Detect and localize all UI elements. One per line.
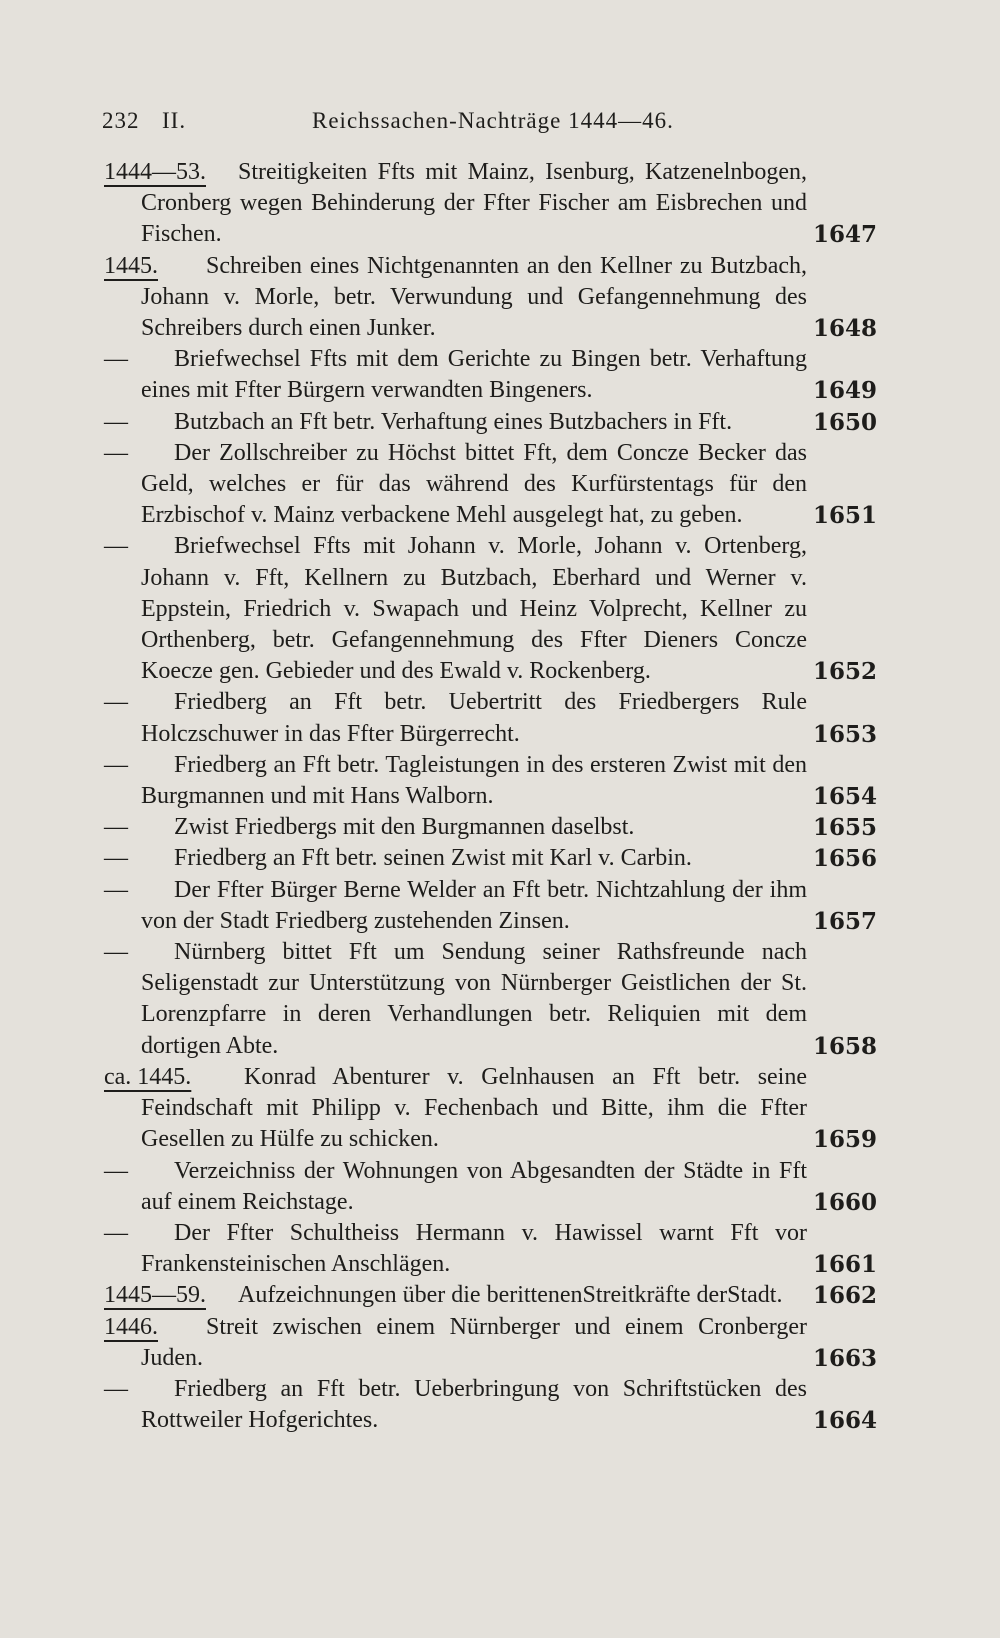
regest-entry [0, 812, 1000, 843]
entry-number: 1655 [812, 814, 877, 842]
entry-number: 1664 [812, 1407, 877, 1435]
entry-number: 1661 [812, 1251, 877, 1279]
entry-date: — [104, 533, 128, 560]
entry-text: Der Zollschreiber zu Höchst bittet Fft, dem Concze Becker das Geld, welches er für das während des Kurfürstentags für den Erzbischof v. Mainz verbackene Mehl ausgelegt hat, zu geben. [141, 439, 807, 529]
entry-date: 1444—53. [104, 159, 206, 185]
regest-entry [0, 1280, 1000, 1311]
regest-entry [0, 531, 1000, 687]
entry-text: Nürnberg bittet Fft um Sendung seiner Rathsfreunde nach Seligenstadt zur Unterstützung von Nürnberger Geistlichen der St. Lorenzpfarre in deren Verhandlungen betr. Reliquien mit dem dortigen Abte. [141, 939, 807, 1059]
entry-date: — [104, 845, 128, 872]
regest-entry [0, 344, 1000, 406]
entry-date: — [104, 1375, 128, 1402]
entry-text: Aufzeichnungen über die berittenenStreitkräfte derStadt. [238, 1282, 783, 1309]
running-title: Reichssachen-Nachträge 1444—46. [312, 108, 674, 133]
entry-date: 1445. [104, 252, 158, 279]
page-number: 232 [102, 108, 140, 133]
entry-date: — [104, 439, 128, 466]
entry-text: Briefwechsel Ffts mit dem Gerichte zu Bingen betr. Verhaftung eines mit Ffter Bürgern verwandten Bingeners. [141, 346, 807, 404]
entry-date: 1446. [104, 1313, 158, 1340]
section-number: II. [162, 108, 187, 133]
entry-number: 1648 [812, 315, 877, 343]
regest-entry [0, 251, 1000, 345]
entry-text: Butzbach an Fft betr. Verhaftung eines Butzbachers in Fft. [174, 408, 733, 435]
regest-entry [0, 407, 1000, 438]
entry-number: 1662 [812, 1282, 877, 1310]
entry-date: — [104, 346, 128, 373]
entry-date: — [104, 751, 128, 778]
regest-entry [0, 1156, 1000, 1218]
entry-text: Streitigkeiten Ffts mit Mainz, Isenburg, Katzenelnbogen, Cronberg wegen Behinderung der Ffter Fischer am Eisbrechen und Fischen. [141, 159, 807, 248]
entry-text: Friedberg an Fft betr. Tagleistungen in des ersteren Zwist mit den Burgmannen und mit Hans Walborn. [141, 751, 807, 810]
entry-date: — [104, 1157, 128, 1184]
entry-number: 1659 [812, 1126, 877, 1154]
entry-date: — [104, 876, 128, 903]
entry-text: Friedberg an Fft betr. Uebertritt des Friedbergers Rule Holczschuwer in das Ffter Bürgerrecht. [141, 689, 807, 747]
regest-entry [0, 1218, 1000, 1280]
regest-entry [0, 875, 1000, 937]
entry-date: 1445—59. [104, 1282, 206, 1309]
entry-number: 1663 [812, 1344, 877, 1372]
regest-entry [0, 843, 1000, 874]
entry-text: Verzeichniss der Wohnungen von Abgesandten der Städte in Fft auf einem Reichstage. [141, 1157, 807, 1215]
entry-date: — [104, 814, 128, 841]
entry-text: Konrad Abenturer v. Gelnhausen an Fft betr. seine Feindschaft mit Philipp v. Fechenbach und Bitte, ihm die Ffter Gesellen zu Hülfe zu schicken. [141, 1063, 807, 1153]
regest-entry [0, 1062, 1000, 1156]
regest-entry [0, 1312, 1000, 1374]
entry-number: 1650 [812, 408, 877, 436]
entry-number: 1660 [812, 1188, 877, 1216]
entry-number: 1651 [812, 502, 877, 530]
entry-date: — [104, 689, 128, 716]
entry-number: 1649 [812, 377, 877, 405]
entry-text: Zwist Friedbergs mit den Burgmannen daselbst. [174, 814, 635, 841]
entry-date: — [104, 408, 128, 435]
regest-entry [0, 1374, 1000, 1436]
entry-date: ca. 1445. [104, 1063, 192, 1090]
entry-list [0, 157, 1000, 1436]
regest-entry [0, 750, 1000, 812]
entry-number: 1652 [812, 658, 877, 686]
regest-entry [0, 687, 1000, 749]
regest-entry [0, 438, 1000, 532]
entry-text: Friedberg an Fft betr. seinen Zwist mit Karl v. Carbin. [174, 845, 692, 872]
entry-number: 1658 [812, 1032, 877, 1060]
entry-number: 1657 [812, 907, 877, 935]
entry-date: — [104, 1219, 128, 1246]
entry-number: 1647 [812, 221, 877, 249]
entry-text: Der Ffter Schultheiss Hermann v. Hawissel warnt Fft vor Frankensteinischen Anschlägen. [141, 1219, 807, 1278]
entry-text: Der Ffter Bürger Berne Welder an Fft betr. Nichtzahlung der ihm von der Stadt Friedberg zustehenden Zinsen. [141, 876, 807, 934]
entry-text: Schreiben eines Nichtgenannten an den Kellner zu Butzbach, Johann v. Morle, betr. Verwundung und Gefangennehmung des Schreibers durch einen Junker. [141, 252, 807, 342]
entry-text: Streit zwischen einem Nürnberger und einem Cronberger Juden. [141, 1313, 807, 1371]
regest-entry [0, 157, 1000, 251]
entry-text: Briefwechsel Ffts mit Johann v. Morle, Johann v. Ortenberg, Johann v. Fft, Kellnern zu Butzbach, Eberhard und Werner v. Eppstein, Friedrich v. Swapach und Heinz Volprecht, Kellner zu Orthenberg, betr. Gefangennehmung des Ffter Dieners Concze Koecze gen. Gebieder und des Ewald v. Rockenberg. [141, 533, 807, 685]
regest-entry [0, 937, 1000, 1062]
entry-number: 1654 [812, 783, 877, 811]
entry-date: — [104, 939, 128, 966]
entry-number: 1653 [812, 720, 877, 748]
entry-number: 1656 [812, 845, 877, 873]
entry-text: Friedberg an Fft betr. Ueberbringung von Schriftstücken des Rottweiler Hofgerichtes. [141, 1375, 807, 1434]
